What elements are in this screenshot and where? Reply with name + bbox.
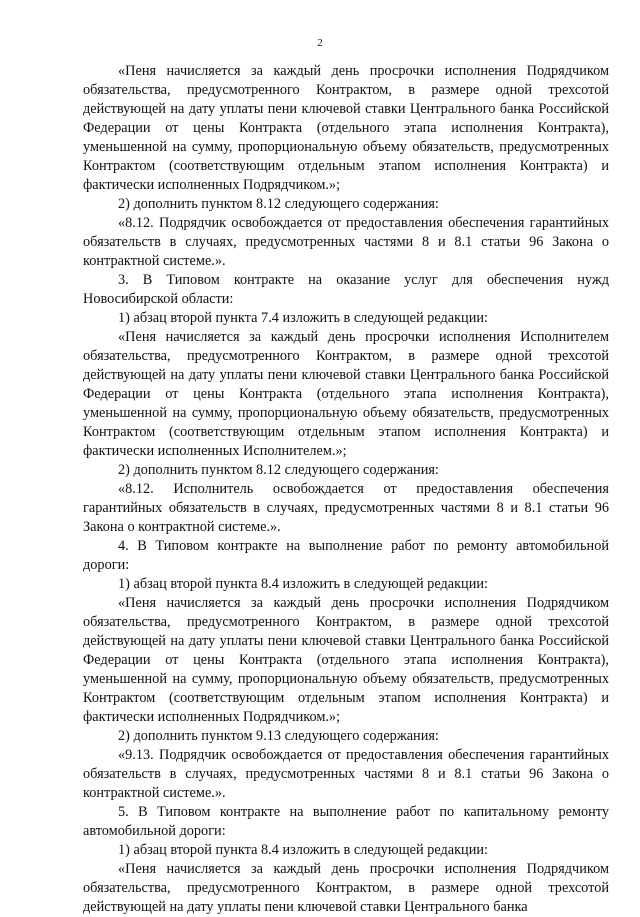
paragraph-amend-7-4: 1) абзац второй пункта 7.4 изложить в следующей редакции:: [118, 310, 488, 326]
paragraph-add-clause-8-12-services: 2) дополнить пунктом 8.12 следующего содержания:: [118, 462, 439, 478]
page-number: 2: [317, 37, 323, 49]
paragraph-penalty-contractor: «Пеня начисляется за каждый день просрочки исполнения Подрядчиком обязательства, предусмотренного Контрактом, в размере одной трехсотой действующей на дату уплаты пени ключевой ставки Центрального банка Российской Федерации от цены Контракта (отдельного этапа исполнения Контракта), уменьшенной на сумму, пропорциональную объему обязательств, предусмотренных Контрактом (соответствующим отдельным этапом исполнения Контракта) и фактически исполненных Подрядчиком.»;: [83, 63, 609, 193]
paragraph-penalty-contractor-road: «Пеня начисляется за каждый день просрочки исполнения Подрядчиком обязательства, предусмотренного Контрактом, в размере одной трехсотой действующей на дату уплаты пени ключевой ставки Центрального банка Российской Федерации от цены Контракта (отдельного этапа исполнения Контракта), уменьшенной на сумму, пропорциональную объему обязательств, предусмотренных Контрактом (соответствующим отдельным этапом исполнения Контракта) и фактически исполненных Подрядчиком.»;: [83, 595, 609, 725]
paragraph-section-5-capital-repair: 5. В Типовом контракте на выполнение работ по капитальному ремонту автомобильной дороги:: [83, 804, 609, 839]
paragraph-penalty-contractor-capital: «Пеня начисляется за каждый день просрочки исполнения Подрядчиком обязательства, предусмотренного Контрактом, в размере одной трехсотой действующей на дату уплаты пени ключевой ставки Центрального банка: [83, 861, 609, 915]
paragraph-amend-8-4: 1) абзац второй пункта 8.4 изложить в следующей редакции:: [118, 576, 488, 592]
paragraph-clause-9-13-contractor: «9.13. Подрядчик освобождается от предоставления обеспечения гарантийных обязательств в случаях, предусмотренных частями 8 и 8.1 статьи 96 Закона о контрактной системе.».: [83, 747, 609, 801]
document-body: [83, 62, 609, 917]
paragraph-amend-8-4-capital: 1) абзац второй пункта 8.4 изложить в следующей редакции:: [118, 842, 488, 858]
paragraph-clause-8-12-contractor: «8.12. Подрядчик освобождается от предоставления обеспечения гарантийных обязательств в случаях, предусмотренных частями 8 и 8.1 статьи 96 Закона о контрактной системе.».: [83, 215, 609, 269]
paragraph-clause-8-12-executor: «8.12. Исполнитель освобождается от предоставления обеспечения гарантийных обязательств в случаях, предусмотренных частями 8 и 8.1 статьи 96 Закона о контрактной системе.».: [83, 481, 609, 535]
paragraph-section-3-services: 3. В Типовом контракте на оказание услуг для обеспечения нужд Новосибирской области:: [83, 272, 609, 307]
paragraph-penalty-executor: «Пеня начисляется за каждый день просрочки исполнения Исполнителем обязательства, предусмотренного Контрактом, в размере одной трехсотой действующей на дату уплаты пени ключевой ставки Центрального банка Российской Федерации от цены Контракта (отдельного этапа исполнения Контракта), уменьшенной на сумму, пропорциональную объему обязательств, предусмотренных Контрактом (соответствующим отдельным этапом исполнения Контракта) и фактически исполненных Исполнителем.»;: [83, 329, 609, 459]
paragraph-add-clause-8-12: 2) дополнить пунктом 8.12 следующего содержания:: [118, 196, 439, 212]
paragraph-add-clause-9-13: 2) дополнить пунктом 9.13 следующего содержания:: [118, 728, 439, 744]
paragraph-section-4-road-repair: 4. В Типовом контракте на выполнение работ по ремонту автомобильной дороги:: [83, 538, 609, 573]
